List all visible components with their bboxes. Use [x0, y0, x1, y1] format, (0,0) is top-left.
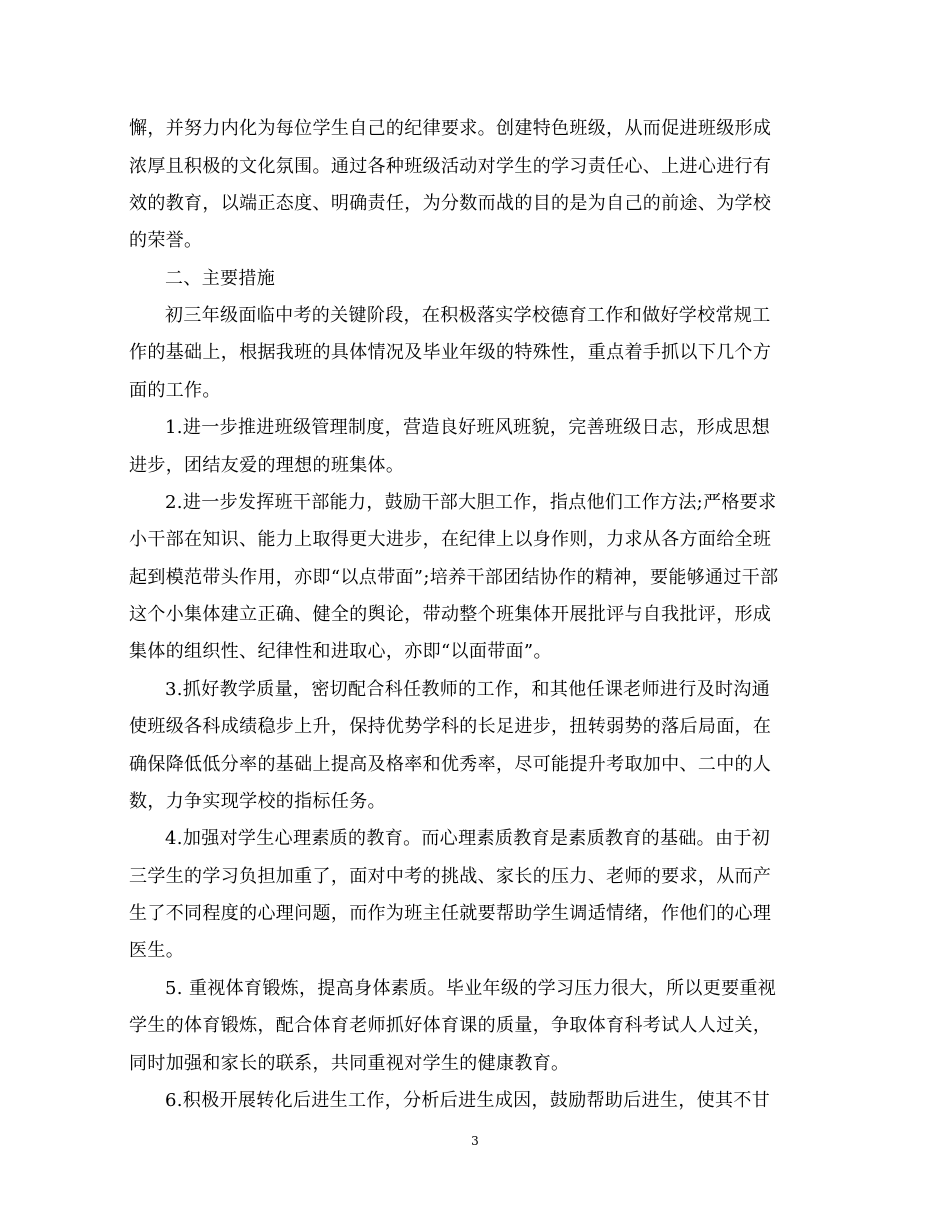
text-line: 集体的组织性、纪律性和进取心，亦即“以面带面”。 [129, 641, 552, 662]
text-line: 数，力争实现学校的指标任务。 [129, 791, 386, 812]
text-line: 进步，团结友爱的理想的班集体。 [129, 455, 405, 476]
text-line: 效的教育，以端正态度、明确责任，为分数而战的目的是为自己的前途、为学校 [129, 193, 772, 214]
page-number: 3 [471, 1134, 479, 1148]
text-line: 这个小集体建立正确、健全的舆论，带动整个班集体开展批评与自我批评，形成 [129, 604, 772, 625]
text-line: 面的工作。 [129, 380, 221, 401]
text-line: 4.加强对学生心理素质的教育。而心理素质教育是素质教育的基础。由于初 [165, 828, 771, 849]
text-line: 1.进一步推进班级管理制度，营造良好班风班貌，完善班级日志，形成思想 [165, 417, 771, 438]
text-line: 浓厚且积极的文化氛围。通过各种班级活动对学生的学习责任心、上进心进行有 [129, 156, 772, 177]
text-line: 三学生的学习负担加重了，面对中考的挑战、家长的压力、老师的要求，从而产 [129, 866, 772, 887]
text-line: 初三年级面临中考的关键阶段，在积极落实学校德育工作和做好学校常规工 [165, 305, 771, 326]
text-line: 起到模范带头作用，亦即“以点带面”;培养干部团结协作的精神，要能够通过干部 [129, 567, 779, 588]
text-line: 的荣誉。 [129, 230, 203, 251]
section-heading: 二、主要措施 [165, 268, 276, 289]
text-line: 同时加强和家长的联系，共同重视对学生的健康教育。 [129, 1053, 570, 1074]
text-line: 懈，并努力内化为每位学生自己的纪律要求。创建特色班级，从而促进班级形成 [129, 118, 772, 139]
text-line: 学生的体育锻炼，配合体育老师抓好体育课的质量，争取体育科考试人人过关， [129, 1015, 772, 1036]
text-line: 作的基础上，根据我班的具体情况及毕业年级的特殊性，重点着手抓以下几个方 [129, 342, 772, 363]
text-line: 确保降低低分率的基础上提高及格率和优秀率，尽可能提升考取加中、二中的人 [129, 754, 772, 775]
text-line: 2.进一步发挥班干部能力，鼓励干部大胆工作，指点他们工作方法;严格要求 [165, 492, 777, 513]
text-line: 使班级各科成绩稳步上升，保持优势学科的长足进步，扭转弱势的落后局面，在 [129, 716, 772, 737]
text-line: 小干部在知识、能力上取得更大进步，在纪律上以身作则，力求从各方面给全班 [129, 529, 772, 550]
text-line: 5. 重视体育锻炼，提高身体素质。毕业年级的学习压力很大，所以更要重视 [165, 978, 777, 999]
text-line: 3.抓好教学质量，密切配合科任教师的工作，和其他任课老师进行及时沟通 [165, 679, 771, 700]
text-line: 生了不同程度的心理问题，而作为班主任就要帮助学生调适情绪，作他们的心理 [129, 903, 772, 924]
text-line: 6.积极开展转化后进生工作，分析后进生成因，鼓励帮助后进生，使其不甘 [165, 1090, 771, 1111]
text-line: 医生。 [129, 940, 185, 961]
